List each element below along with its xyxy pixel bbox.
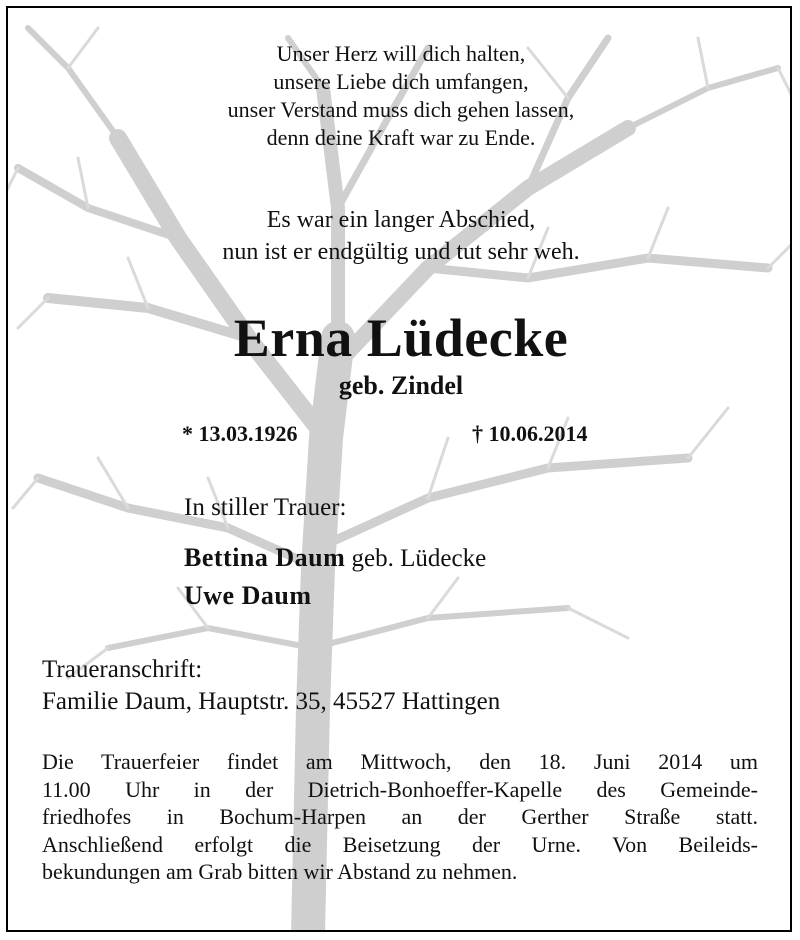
notice-line: friedhofes in Bochum-Harpen an der Gerther Straße statt. [42,804,758,830]
poem-line: unsere Liebe dich umfangen, [273,69,529,94]
address-line: Familie Daum, Hauptstr. 35, 45527 Hattingen [42,688,501,715]
poem-stanza-2 [8,204,792,268]
poem-line: Unser Herz will dich halten, [276,41,526,66]
poem-line: unser Verstand muss dich gehen lassen, [227,97,575,122]
notice-line: bekundungen am Grab bitten wir Abstand zu nehmen. [42,859,518,885]
poem-stanza-1 [8,40,792,152]
notice-line: Die Trauerfeier findet am Mittwoch, den 18. Juni 2014 um [42,749,758,774]
deceased-birth-name: geb. Zindel [338,371,464,400]
deceased-name: Erna Lüdecke [233,308,569,368]
poem-line: Es war ein langer Abschied, [266,207,536,233]
notice-line: 11.00 Uhr in der Dietrich-Bonhoeffer-Kapelle des Gemeinde- [42,776,758,802]
mourner-name: Bettina Daum [184,543,346,572]
poem-line: denn deine Kraft war zu Ende. [266,125,536,150]
death-date: † 10.06.2014 [472,421,588,446]
obituary-frame [6,6,792,932]
notice-line: Anschließend erfolgt die Beisetzung der Urne. Von Beileids- [42,831,758,857]
mourner-entry [184,542,486,575]
ceremony-notice [42,748,758,886]
mourner-name: Uwe Daum [184,581,312,610]
poem-line: nun ist er endgültig und tut sehr weh. [222,239,580,265]
mourner-suffix: geb. Lüdecke [345,545,487,572]
mourners-label: In stiller Trauer: [184,494,347,521]
birth-date: * 13.03.1926 [182,421,298,446]
address-label: Traueranschrift: [42,656,203,683]
mourner-entry [184,580,312,613]
